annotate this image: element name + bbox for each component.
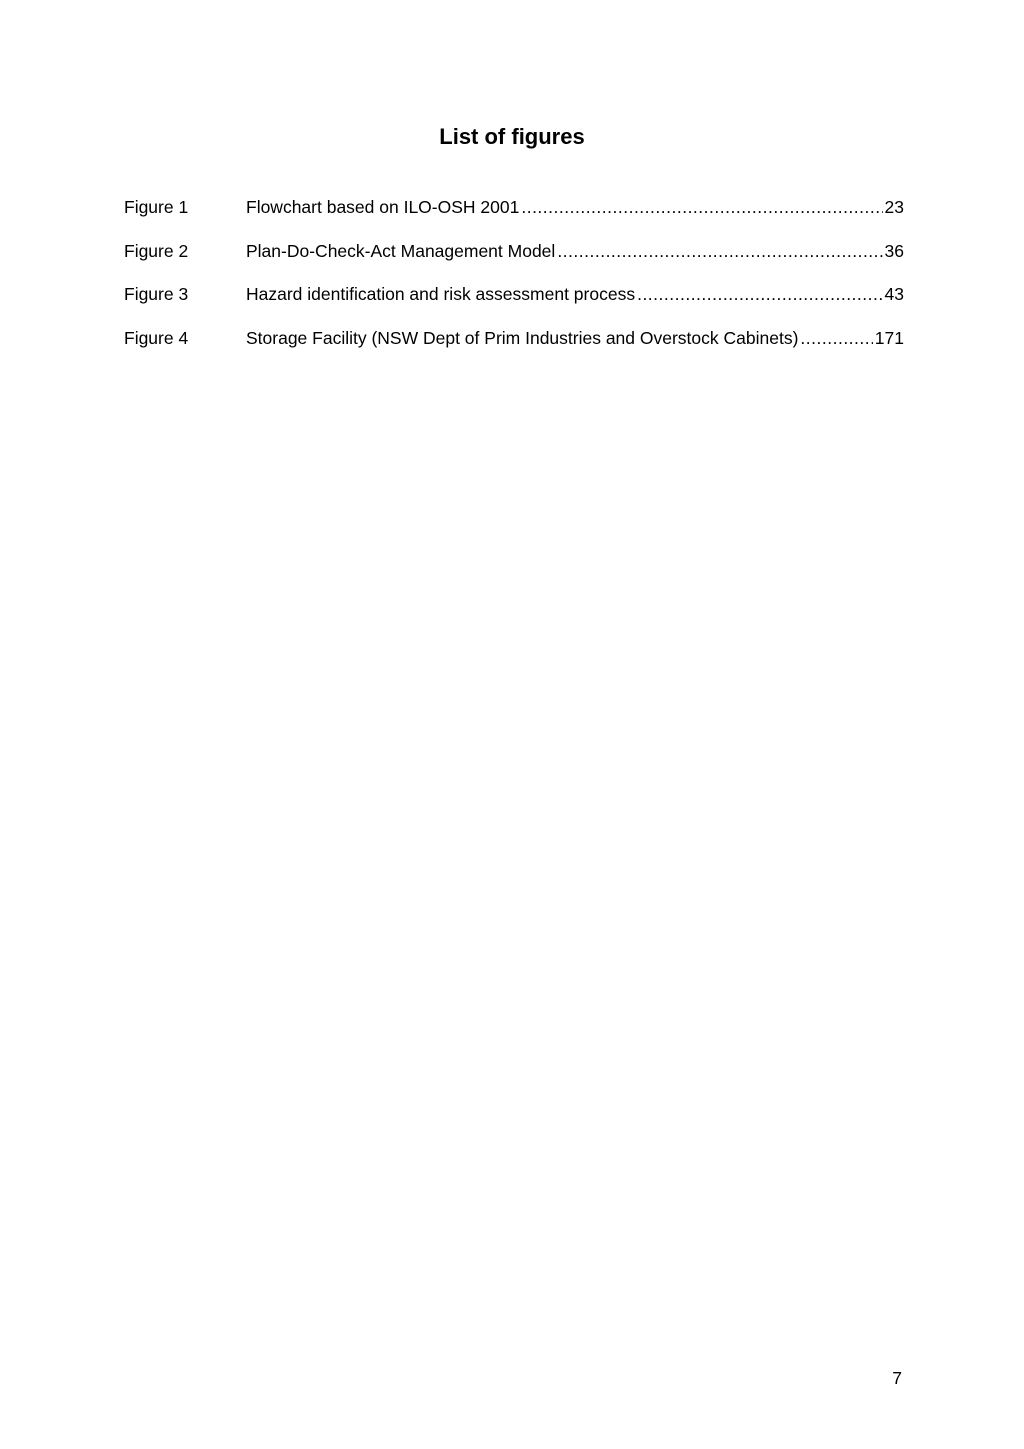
figure-title: Hazard identification and risk assessment process <box>246 284 636 304</box>
figure-entry-2 <box>124 239 904 283</box>
figure-title: Plan-Do-Check-Act Management Model <box>246 240 556 261</box>
figure-entry-4 <box>124 326 904 370</box>
figure-label: Figure 2 <box>124 240 189 261</box>
figure-page-number: 43 <box>884 284 904 304</box>
figure-entry-1 <box>124 195 904 239</box>
figure-title: Flowchart based on ILO-OSH 2001 <box>246 197 520 217</box>
dot-leader <box>637 282 882 306</box>
list-of-figures <box>124 195 904 369</box>
figure-label: Figure 1 <box>124 197 189 217</box>
page-title: List of figures <box>439 124 585 149</box>
figure-page-number: 171 <box>874 327 904 348</box>
figure-page-number: 36 <box>884 240 904 261</box>
dot-leader <box>800 326 872 350</box>
dot-leader <box>521 195 882 219</box>
figure-entry-3 <box>124 282 904 326</box>
dot-leader <box>557 239 882 263</box>
page-number: 7 <box>892 1368 902 1388</box>
figure-page-number: 23 <box>884 197 904 217</box>
figure-label: Figure 3 <box>124 284 189 304</box>
figure-title: Storage Facility (NSW Dept of Prim Industries and Overstock Cabinets) <box>246 327 799 348</box>
figure-label: Figure 4 <box>124 327 189 348</box>
